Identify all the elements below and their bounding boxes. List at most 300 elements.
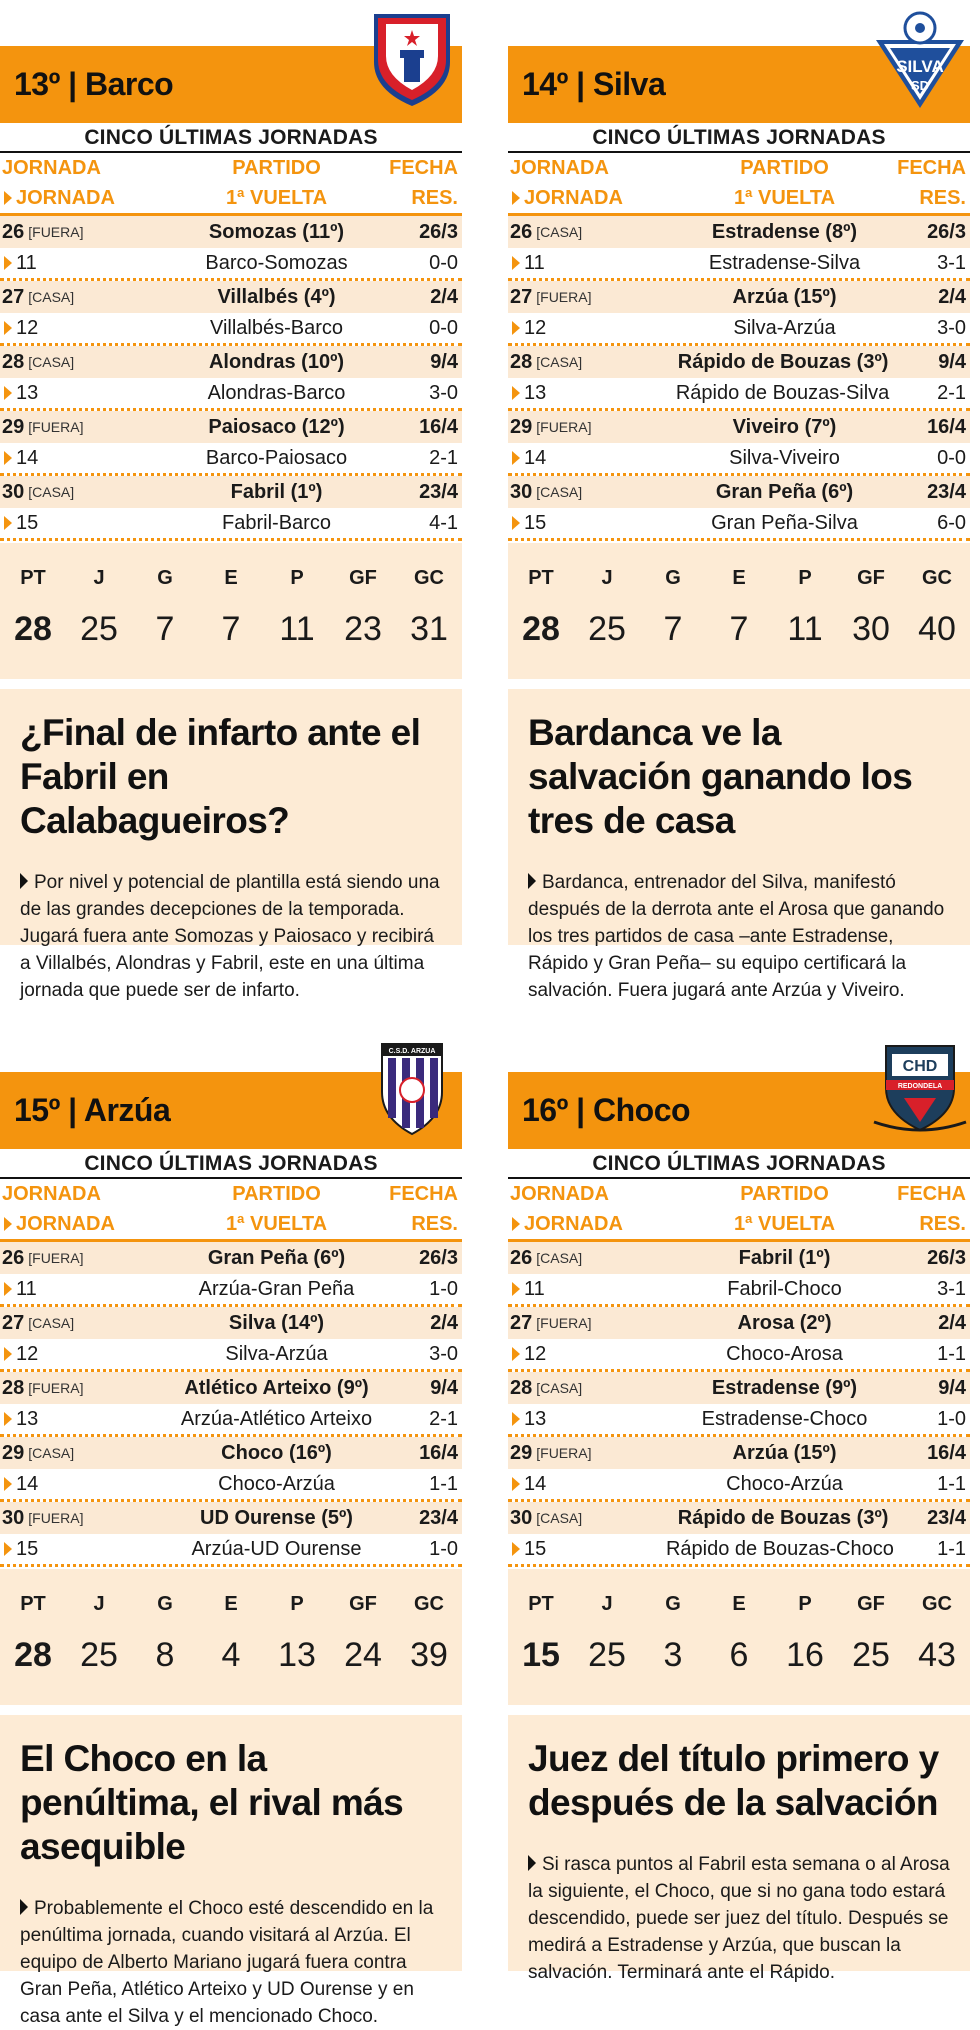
stat-value: 13 (278, 1636, 316, 1674)
triangle-bullet-icon (512, 1282, 520, 1296)
first-round-result: 2-1 (429, 446, 458, 469)
column-header-row (508, 153, 970, 183)
match-round: 27 (510, 285, 533, 308)
svg-text:REDONDELA: REDONDELA (897, 1083, 943, 1090)
stat-label: E (224, 1593, 238, 1615)
first-round-row (0, 1469, 462, 1502)
section-title: CINCO ÚLTIMAS JORNADAS (0, 123, 462, 153)
stat-label: GF (349, 567, 377, 589)
match-round: 30 (510, 480, 533, 503)
first-round-match: Rápido de Bouzas-Choco (665, 1537, 894, 1560)
first-round-match: Choco-Arzúa (218, 1472, 335, 1495)
triangle-bullet-icon (512, 1217, 520, 1231)
triangle-bullet-icon (512, 1412, 520, 1426)
triangle-bullet-icon (512, 1347, 520, 1361)
stat-label: GF (349, 1593, 377, 1615)
first-round-number: 11 (524, 251, 545, 274)
match-round: 30 (2, 1506, 25, 1529)
match-date: 23/4 (419, 480, 458, 503)
first-round-match: Fabril-Choco (727, 1277, 842, 1300)
first-round-row (508, 1339, 970, 1372)
col-partido: PARTIDO (232, 1182, 321, 1205)
match-rival: Estradense (8º) (711, 220, 858, 243)
match-date: 2/4 (430, 285, 458, 308)
stat-value: 24 (344, 1636, 382, 1674)
col-partido: PARTIDO (740, 156, 829, 179)
match-date: 26/3 (419, 1246, 458, 1269)
match-round: 26 (2, 1246, 25, 1269)
stat-value: 23 (344, 610, 382, 648)
first-round-number: 11 (16, 251, 37, 274)
stat-label: G (665, 1593, 681, 1615)
triangle-bullet-icon (4, 1412, 12, 1426)
match-rival: Silva (14º) (228, 1311, 325, 1334)
first-round-row (0, 248, 462, 281)
stat-label: E (732, 1593, 746, 1615)
first-round-match: Estradense-Silva (708, 251, 861, 274)
triangle-bullet-icon (528, 873, 536, 889)
match-row (0, 1307, 462, 1339)
first-round-row (508, 1404, 970, 1437)
match-venue: [CASA] (28, 289, 75, 305)
column-subheader-row (0, 183, 462, 216)
match-row (0, 281, 462, 313)
match-venue: [CASA] (536, 1380, 583, 1396)
first-round-number: 14 (16, 446, 39, 469)
triangle-bullet-icon (512, 1477, 520, 1491)
triangle-bullet-icon (4, 1347, 12, 1361)
match-venue: [CASA] (28, 484, 75, 500)
triangle-bullet-icon (20, 873, 28, 889)
match-round: 27 (510, 1311, 533, 1334)
first-round-number: 14 (524, 1472, 547, 1495)
team-panel-barco (0, 0, 462, 1001)
first-round-number: 14 (16, 1472, 39, 1495)
match-date: 26/3 (927, 220, 966, 243)
col-jornada-sub: JORNADA (524, 186, 623, 209)
match-list (0, 216, 462, 541)
news-box (0, 689, 462, 1001)
stats-box (508, 543, 970, 679)
match-date: 16/4 (419, 1441, 458, 1464)
col-vuelta: 1ª VUELTA (733, 186, 836, 209)
match-rival: Villalbés (4º) (217, 285, 336, 308)
section-title: CINCO ÚLTIMAS JORNADAS (0, 1149, 462, 1179)
stat-value: 25 (852, 1636, 890, 1674)
match-date: 9/4 (430, 1376, 458, 1399)
first-round-match: Villalbés-Barco (209, 316, 344, 339)
stat-value: 7 (663, 610, 683, 648)
stat-value: 6 (729, 1636, 749, 1674)
first-round-match: Gran Peña-Silva (711, 511, 858, 534)
match-round: 30 (510, 1506, 533, 1529)
match-venue: [FUERA] (536, 419, 592, 435)
match-date: 16/4 (927, 1441, 966, 1464)
match-rival: Fabril (1º) (230, 480, 323, 503)
match-row (508, 1502, 970, 1534)
team-crest-icon (872, 1036, 968, 1136)
stat-value: 8 (155, 1636, 175, 1674)
team-title: 13º | Barco (14, 66, 174, 102)
stat-value: 3 (663, 1636, 683, 1674)
stat-value: 28 (14, 610, 52, 648)
match-venue: [CASA] (28, 1445, 75, 1461)
stats-labels (508, 1593, 970, 1616)
stat-value: 25 (588, 1636, 626, 1674)
first-round-row (0, 1534, 462, 1567)
first-round-result: 3-0 (429, 1342, 458, 1365)
first-round-result: 2-1 (937, 381, 966, 404)
first-round-result: 1-0 (429, 1277, 458, 1300)
col-jornada: JORNADA (510, 1182, 609, 1205)
first-round-result: 1-1 (937, 1472, 966, 1495)
col-partido: PARTIDO (740, 1182, 829, 1205)
stat-label: PT (528, 1593, 554, 1615)
first-round-result: 0-0 (937, 446, 966, 469)
col-vuelta: 1ª VUELTA (225, 186, 328, 209)
stat-value: 7 (729, 610, 749, 648)
column-subheader-row (0, 1209, 462, 1242)
match-venue: [FUERA] (28, 224, 84, 240)
triangle-bullet-icon (512, 386, 520, 400)
team-header (0, 1048, 462, 1149)
col-res: RES. (411, 186, 458, 209)
match-row (0, 1437, 462, 1469)
triangle-bullet-icon (4, 1217, 12, 1231)
headline: Juez del título primero y después de la salvación (528, 1738, 939, 1823)
headline: Bardanca ve la salvación ganando los tres de casa (528, 712, 913, 841)
stat-label: J (93, 567, 105, 589)
match-row (0, 411, 462, 443)
col-fecha: FECHA (389, 156, 458, 179)
match-date: 23/4 (927, 1506, 966, 1529)
stat-value: 11 (279, 610, 315, 648)
triangle-bullet-icon (4, 256, 12, 270)
match-venue: [CASA] (536, 224, 583, 240)
stat-label: GF (857, 1593, 885, 1615)
body-text (528, 1851, 950, 1986)
first-round-match: Rápido de Bouzas-Silva (675, 381, 890, 404)
stats-box (508, 1569, 970, 1705)
match-date: 9/4 (938, 350, 966, 373)
column-subheader-row (508, 183, 970, 216)
first-round-row (0, 1274, 462, 1307)
match-date: 23/4 (419, 1506, 458, 1529)
team-title: 16º | Choco (522, 1092, 691, 1128)
match-rival: Alondras (10º) (208, 350, 345, 373)
team-crest-icon (364, 1036, 460, 1136)
col-fecha: FECHA (389, 1182, 458, 1205)
match-row (0, 1372, 462, 1404)
match-date: 2/4 (938, 285, 966, 308)
stat-value: 11 (787, 610, 823, 648)
match-row (0, 346, 462, 378)
headline: ¿Final de infarto ante el Fabril en Calabagueiros? (20, 712, 421, 841)
match-round: 29 (510, 415, 533, 438)
match-venue: [CASA] (536, 484, 583, 500)
match-row (508, 1307, 970, 1339)
team-header (508, 1058, 970, 1149)
match-row (508, 476, 970, 508)
match-round: 28 (510, 350, 533, 373)
stat-label: J (601, 567, 613, 589)
triangle-bullet-icon (4, 191, 12, 205)
match-row (508, 1242, 970, 1274)
triangle-bullet-icon (4, 1542, 12, 1556)
match-round: 26 (2, 220, 25, 243)
match-date: 2/4 (938, 1311, 966, 1334)
first-round-number: 13 (524, 1407, 547, 1430)
team-title: 15º | Arzúa (14, 1092, 171, 1128)
match-row (0, 1242, 462, 1274)
match-round: 29 (510, 1441, 533, 1464)
stat-value: 15 (522, 1636, 560, 1674)
team-panel-arzua (0, 1026, 462, 2027)
first-round-match: Arzúa-Gran Peña (198, 1277, 355, 1300)
triangle-bullet-icon (512, 516, 520, 530)
first-round-result: 1-0 (937, 1407, 966, 1430)
match-venue: [CASA] (28, 1315, 75, 1331)
col-jornada: JORNADA (2, 156, 101, 179)
match-list (508, 216, 970, 541)
first-round-number: 15 (16, 1537, 39, 1560)
first-round-match: Estradense-Choco (701, 1407, 868, 1430)
first-round-row (508, 1274, 970, 1307)
first-round-number: 13 (524, 381, 547, 404)
stat-label: J (601, 1593, 613, 1615)
match-venue: [CASA] (536, 1250, 583, 1266)
stat-label: G (665, 567, 681, 589)
stat-value: 25 (588, 610, 626, 648)
match-venue: [CASA] (28, 354, 75, 370)
news-box (0, 1715, 462, 2027)
match-rival: UD Ourense (5º) (200, 1506, 353, 1529)
match-round: 28 (2, 350, 25, 373)
col-res: RES. (919, 1212, 966, 1235)
first-round-number: 12 (524, 316, 547, 339)
match-date: 2/4 (430, 1311, 458, 1334)
match-row (508, 281, 970, 313)
col-vuelta: 1ª VUELTA (225, 1212, 328, 1235)
stat-value: 25 (80, 610, 118, 648)
stat-value: 43 (918, 1636, 956, 1674)
first-round-row (508, 1534, 970, 1567)
body-text (20, 1895, 442, 2030)
match-round: 27 (2, 285, 25, 308)
stat-value: 7 (155, 610, 175, 648)
match-round: 26 (510, 220, 533, 243)
stat-value: 16 (786, 1636, 824, 1674)
match-date: 26/3 (419, 220, 458, 243)
match-venue: [FUERA] (28, 1380, 84, 1396)
match-rival: Arzúa (15º) (732, 285, 837, 308)
match-rival: Viveiro (7º) (732, 415, 837, 438)
stat-label: PT (20, 567, 46, 589)
svg-text:C.S.D. ARZUA: C.S.D. ARZUA (388, 1048, 436, 1055)
body-text-content: Bardanca, entrenador del Silva, manifestó después de la derrota ante el Arosa que ganando los tres partidos de casa –ante Estradense, Rápido y Gran Peña– su equipo certificará la salvación. Fuera jugará ante Arzúa y Viveiro. (528, 872, 945, 1001)
body-text-content: Por nivel y potencial de plantilla está siendo una de las grandes decepciones de la temporada. Jugará fuera ante Somozas y Paiosaco y recibirá a Villalbés, Alondras y Fabril, este en una última jornada que puede ser de infarto. (20, 872, 440, 1001)
match-rival: Rápido de Bouzas (3º) (677, 1506, 889, 1529)
match-round: 29 (2, 1441, 25, 1464)
match-list (0, 1242, 462, 1567)
first-round-result: 3-0 (429, 381, 458, 404)
stat-value: 31 (410, 610, 448, 648)
first-round-row (0, 1404, 462, 1437)
triangle-bullet-icon (4, 1477, 12, 1491)
column-header-row (0, 153, 462, 183)
first-round-result: 1-1 (937, 1537, 966, 1560)
stat-value: 4 (221, 1636, 241, 1674)
svg-text:CHD: CHD (902, 1058, 938, 1075)
match-row (508, 346, 970, 378)
col-res: RES. (919, 186, 966, 209)
stat-value: 25 (80, 1636, 118, 1674)
section-title: CINCO ÚLTIMAS JORNADAS (508, 1149, 970, 1179)
match-row (0, 476, 462, 508)
col-jornada: JORNADA (510, 156, 609, 179)
stats-values (0, 1636, 462, 1675)
triangle-bullet-icon (512, 321, 520, 335)
first-round-row (0, 313, 462, 346)
stat-label: E (224, 567, 238, 589)
first-round-row (508, 378, 970, 411)
stat-value: 7 (221, 610, 241, 648)
first-round-number: 15 (16, 511, 39, 534)
first-round-row (508, 313, 970, 346)
first-round-result: 2-1 (429, 1407, 458, 1430)
match-venue: [CASA] (536, 1510, 583, 1526)
match-round: 26 (510, 1246, 533, 1269)
col-partido: PARTIDO (232, 156, 321, 179)
team-crest-icon (364, 10, 460, 110)
match-venue: [FUERA] (536, 289, 592, 305)
stats-box (0, 1569, 462, 1705)
first-round-result: 4-1 (429, 511, 458, 534)
match-rival: Arzúa (15º) (732, 1441, 837, 1464)
match-venue: [FUERA] (28, 1510, 84, 1526)
match-venue: [FUERA] (536, 1315, 592, 1331)
stat-label: GC (922, 567, 952, 589)
first-round-row (508, 508, 970, 541)
first-round-match: Arzúa-Atlético Arteixo (180, 1407, 373, 1430)
first-round-match: Alondras-Barco (207, 381, 346, 404)
svg-text:SILVA: SILVA (896, 57, 944, 76)
triangle-bullet-icon (512, 1542, 520, 1556)
stat-label: P (290, 1593, 304, 1615)
column-header-row (0, 1179, 462, 1209)
body-text-content: Si rasca puntos al Fabril esta semana o al Arosa la siguiente, el Choco, que si no gana todo estará descendido, puede ser juez del título. Después se medirá a Estradense y Arzúa, que buscan la salvación. Terminará ante el Rápido. (528, 1854, 950, 1983)
stat-label: P (798, 567, 812, 589)
col-vuelta: 1ª VUELTA (733, 1212, 836, 1235)
column-header-row (508, 1179, 970, 1209)
first-round-row (508, 443, 970, 476)
stat-label: J (93, 1593, 105, 1615)
stats-box (0, 543, 462, 679)
first-round-result: 1-1 (937, 1342, 966, 1365)
column-subheader-row (508, 1209, 970, 1242)
first-round-result: 0-0 (429, 251, 458, 274)
match-round: 30 (2, 480, 25, 503)
stats-labels (0, 1593, 462, 1616)
match-rival: Rápido de Bouzas (3º) (677, 350, 889, 373)
match-rival: Paiosaco (12º) (208, 415, 345, 438)
stat-label: GC (414, 567, 444, 589)
stats-values (0, 610, 462, 649)
col-jornada-sub: JORNADA (524, 1212, 623, 1235)
first-round-result: 3-1 (937, 1277, 966, 1300)
first-round-number: 15 (524, 511, 547, 534)
first-round-number: 11 (16, 1277, 37, 1300)
triangle-bullet-icon (4, 386, 12, 400)
svg-text:SD: SD (910, 78, 930, 93)
news-box (508, 1715, 970, 1983)
stat-label: GC (922, 1593, 952, 1615)
match-date: 16/4 (927, 415, 966, 438)
first-round-match: Silva-Viveiro (729, 446, 840, 469)
first-round-result: 3-1 (937, 251, 966, 274)
match-venue: [FUERA] (536, 1445, 592, 1461)
stat-label: P (798, 1593, 812, 1615)
match-rival: Atlético Arteixo (9º) (184, 1376, 369, 1399)
match-row (508, 1437, 970, 1469)
match-row (0, 216, 462, 248)
match-round: 28 (510, 1376, 533, 1399)
match-date: 16/4 (419, 415, 458, 438)
first-round-row (0, 443, 462, 476)
col-fecha: FECHA (897, 1182, 966, 1205)
match-row (508, 411, 970, 443)
match-rival: Arosa (2º) (737, 1311, 832, 1334)
team-header (508, 46, 970, 123)
first-round-match: Choco-Arosa (726, 1342, 843, 1365)
first-round-number: 15 (524, 1537, 547, 1560)
first-round-number: 12 (524, 1342, 547, 1365)
col-fecha: FECHA (897, 156, 966, 179)
first-round-number: 12 (16, 1342, 39, 1365)
stat-label: PT (20, 1593, 46, 1615)
col-jornada-sub: JORNADA (16, 186, 115, 209)
first-round-number: 12 (16, 316, 39, 339)
match-date: 23/4 (927, 480, 966, 503)
first-round-match: Arzúa-UD Ourense (191, 1537, 362, 1560)
first-round-row (508, 1469, 970, 1502)
team-panel-choco (508, 1026, 970, 1983)
news-box (508, 689, 970, 1001)
first-round-result: 3-0 (937, 316, 966, 339)
stats-labels (0, 567, 462, 590)
match-rival: Gran Peña (6º) (207, 1246, 346, 1269)
first-round-match: Barco-Somozas (205, 251, 348, 274)
match-round: 27 (2, 1311, 25, 1334)
body-text-content: Probablemente el Choco esté descendido en la penúltima jornada, cuando visitará al Arzúa. El equipo de Alberto Mariano jugará fuera contra Gran Peña, Atlético Arteixo y UD Ourense y en casa ante el Silva y el mencionado Choco. (20, 1898, 434, 2027)
stats-labels (508, 567, 970, 590)
team-header (0, 46, 462, 123)
stats-values (508, 1636, 970, 1675)
triangle-bullet-icon (512, 256, 520, 270)
first-round-row (0, 1339, 462, 1372)
stat-label: GF (857, 567, 885, 589)
triangle-bullet-icon (4, 516, 12, 530)
stat-label: E (732, 567, 746, 589)
match-list (508, 1242, 970, 1567)
match-rival: Gran Peña (6º) (715, 480, 854, 503)
first-round-result: 0-0 (429, 316, 458, 339)
triangle-bullet-icon (4, 1282, 12, 1296)
match-rival: Choco (16º) (221, 1441, 332, 1464)
col-res: RES. (411, 1212, 458, 1235)
first-round-row (0, 508, 462, 541)
stat-value: 39 (410, 1636, 448, 1674)
